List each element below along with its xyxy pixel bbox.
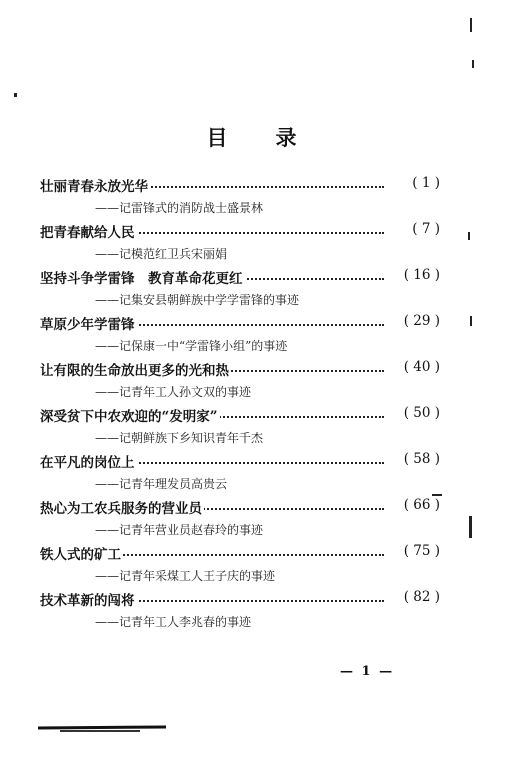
toc-entry-page: ( 16 )	[403, 267, 440, 283]
toc-entry	[40, 405, 440, 429]
ink-speck	[14, 93, 17, 97]
toc-entry-title: 壮丽青春永放光华	[40, 175, 150, 195]
toc-entry-title: 在平凡的岗位上	[40, 451, 137, 471]
toc-entry-page: ( 82 )	[403, 589, 440, 605]
scan-mark	[469, 516, 472, 538]
toc-entry-title: 深受贫下中农欢迎的“发明家”	[40, 405, 220, 425]
toc-entry-page: ( 58 )	[403, 451, 440, 467]
toc-entry-subtitle: ——记青年营业员赵春玲的事迹	[95, 523, 264, 537]
toc-entry	[40, 175, 440, 199]
toc-entry	[40, 221, 440, 245]
bottom-rule	[38, 725, 166, 729]
toc-entry	[40, 589, 440, 613]
toc-entry-subtitle: ——记青年采煤工人王子庆的事迹	[95, 569, 276, 583]
toc-entry-subtitle: ——记雷锋式的消防战士盛景林	[95, 201, 264, 215]
toc-entry	[40, 359, 440, 383]
toc-entry-page: ( 50 )	[403, 405, 440, 421]
toc-entry-title: 铁人式的矿工	[40, 543, 123, 563]
toc-entry-title: 技术革新的闯将	[40, 589, 137, 609]
scan-mark	[472, 60, 474, 68]
page-title-left: 目	[206, 125, 230, 150]
toc-entry-title: 坚持斗争学雷锋 教育革命花更红	[40, 267, 245, 287]
toc-entry-subtitle: ——记模范红卫兵宋丽娟	[95, 247, 228, 261]
toc-entry	[40, 267, 440, 291]
toc-entry-page: ( 1 )	[412, 175, 440, 191]
page-number: — 1 —	[340, 664, 395, 679]
toc-entry-title: 让有限的生命放出更多的光和热	[40, 359, 231, 379]
toc-entry-page: ( 29 )	[403, 313, 440, 329]
toc-entry-subtitle: ——记青年理发员高贵云	[95, 477, 228, 491]
toc-entry-subtitle: ——记保康一中“学雷锋小组”的事迹	[95, 339, 288, 353]
toc-entry-title: 热心为工农兵服务的营业员	[40, 497, 204, 517]
scan-mark	[432, 494, 442, 496]
toc-entry	[40, 543, 440, 567]
toc-entry-subtitle: ——记青年工人李兆春的事迹	[95, 615, 252, 629]
table-of-contents	[40, 175, 440, 635]
toc-entry-subtitle: ——记集安县朝鲜族中学学雷锋的事迹	[95, 293, 300, 307]
scan-mark	[468, 232, 470, 240]
bottom-rule-shadow	[60, 730, 140, 732]
toc-entry-subtitle: ——记青年工人孙文双的事迹	[95, 385, 252, 399]
toc-entry-title: 草原少年学雷锋	[40, 313, 137, 333]
toc-entry-title: 把青春献给人民	[40, 221, 137, 241]
toc-entry	[40, 451, 440, 475]
toc-entry-page: ( 40 )	[403, 359, 440, 375]
toc-entry	[40, 313, 440, 337]
page-title	[0, 122, 505, 152]
scan-mark	[470, 18, 472, 32]
toc-entry-page: ( 66 )	[403, 497, 440, 513]
toc-entry-page: ( 7 )	[412, 221, 440, 237]
scan-mark	[470, 316, 472, 326]
toc-entry-subtitle: ——记朝鲜族下乡知识青年千杰	[95, 431, 264, 445]
toc-entry	[40, 497, 440, 521]
page-title-right: 录	[275, 125, 299, 150]
toc-entry-page: ( 75 )	[403, 543, 440, 559]
